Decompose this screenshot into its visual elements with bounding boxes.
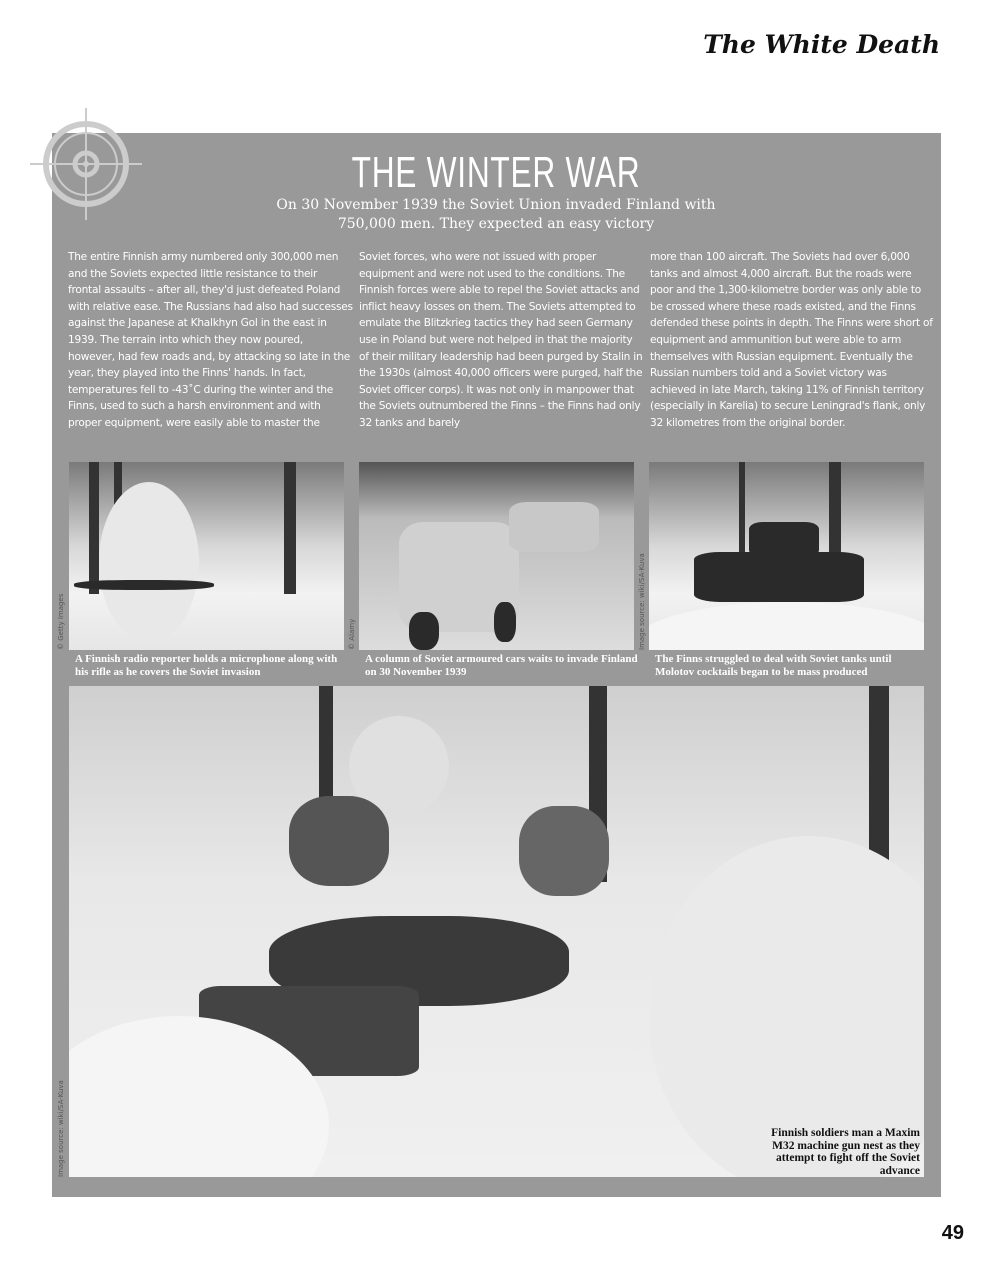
photo-armoured-cars — [359, 462, 634, 650]
photo-credit: © Alamy — [348, 618, 356, 650]
photo-credit: Image source: wiki/SA-Kuva — [638, 553, 646, 650]
photo-radio-reporter — [69, 462, 344, 650]
photo-credit: © Getty Images — [57, 593, 65, 650]
photo-caption: Finnish soldiers man a Maxim M32 machine gun nest as they attempt to fight off the Soviet advance — [771, 1127, 920, 1177]
page-number: 49 — [941, 1222, 964, 1244]
subtitle-line: 750,000 men. They expected an easy victory — [337, 216, 655, 232]
body-column-2: Soviet forces, who were not issued with proper equipment and were not used to the conditions. The Finnish forces were able to repel the Soviet attacks and inflict heavy losses on them. The Soviets attempted to emulate the Blitzkrieg tactics they had seen Germany use in Poland but were not helped in that the majority of their military leadership had been purged by Stalin in the 1930s (almost 40,000 officers were purged, half the Soviet officer corps). It was not only in manpower that the Soviets outnumbered the Finns – the Finns had only 32 tanks and barely — [359, 251, 643, 429]
photo-caption: The Finns struggled to deal with Soviet tanks until Molotov cocktails began to be mass produced — [655, 653, 892, 678]
photo-caption: A column of Soviet armoured cars waits to invade Finland on 30 November 1939 — [365, 653, 638, 678]
photo-machine-gun-nest — [69, 686, 924, 1177]
photo-soviet-tank — [649, 462, 924, 650]
body-column-3: more than 100 aircraft. The Soviets had over 6,000 tanks and almost 4,000 aircraft. But the roads were poor and the 1,300-kilometre border was only able to be crossed where these roads existed, and the Finns defended these points in depth. The Finns were short of equipment and ammunition but were able to arm themselves with Russian equipment. Eventually the Russian numbers told and a Soviet victory was achieved in late March, taking 11% of Finnish territory (especially in Karelia) to secure Leningrad's flank, only 32 kilometres from the original border. — [650, 251, 933, 429]
photo-caption: A Finnish radio reporter holds a microphone along with his rifle as he covers the Soviet invasion — [75, 653, 338, 678]
article-title: THE WINTER WAR — [351, 148, 641, 197]
photo-credit: Image source: wiki/SA-Kuva — [57, 1080, 65, 1177]
article-subtitle — [0, 196, 992, 234]
subtitle-line: On 30 November 1939 the Soviet Union invaded Finland with — [276, 197, 716, 213]
body-column-1: The entire Finnish army numbered only 300,000 men and the Soviets expected little resistance to their frontal assaults – after all, they'd just defeated Poland with relative ease. The Russians had also had successes against the Japanese at Khalkhyn Gol in the east in 1939. The terrain into which they now poured, however, had few roads and, by attacking so late in the year, they played into the Finns' hands. In fact, temperatures fell to -43˚C during the winter and the Finns, used to such a harsh environment and with proper equipment, were easily able to master the — [68, 251, 353, 429]
section-header: The White Death — [703, 30, 940, 59]
